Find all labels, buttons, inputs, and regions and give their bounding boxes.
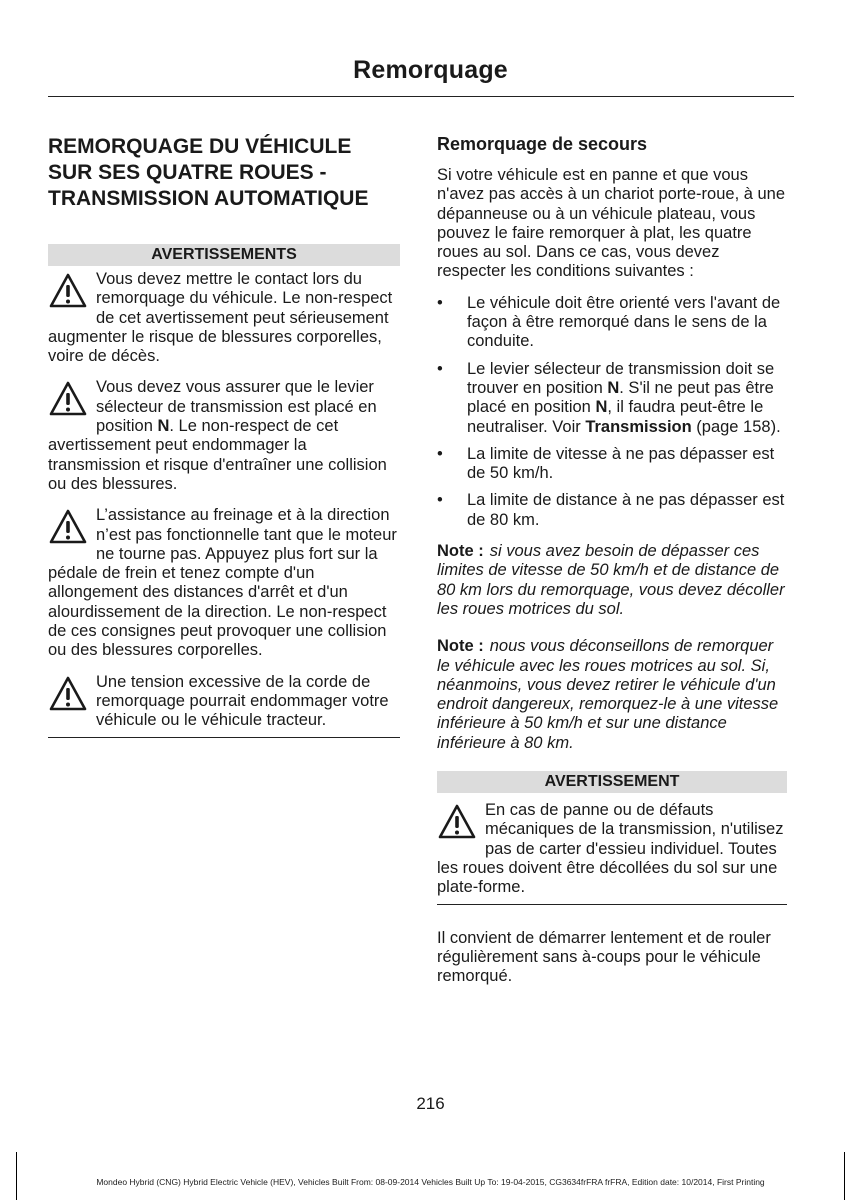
list-item: • La limite de distance à ne pas dépasser est de 80 km. (437, 491, 785, 529)
warning-triangle-icon (48, 380, 88, 418)
title-divider (48, 96, 794, 97)
warning-text: Vous devez mettre le contact lors du remorquage du véhicule. Le non-respect de cet avertissement peut sérieusement augmenter le risque de blessures corporelles, voire de décès. (48, 270, 393, 366)
warning-triangle-icon (48, 508, 88, 546)
warning-ignition (48, 270, 400, 366)
note-speed-distance: Note : si vous avez besoin de dépasser ces limites de vitesse de 50 km/h et de distance de 80 km lors du remorquage, vous devez décoller les roues motrices du sol. (437, 542, 785, 618)
warning-end-rule (437, 904, 787, 905)
section-heading: REMORQUAGE DU VÉHICULE SUR SES QUATRE ROUES - TRANSMISSION AUTOMATIQUE (48, 135, 369, 210)
list-item: • Le levier sélecteur de transmission doit se trouver en position N. S'il ne peut pas être placé en position N, il faudra peut-être le neutraliser. Voir Transmission (page 158). (437, 359, 781, 436)
warning-text: L’assistance au freinage et à la direction n’est pas fonctionnelle tant que le moteur ne tourne pas. Appuyez plus fort sur la pédale de frein et tenez compte d'un allongement des distances d'arrêt et d'un alourdissement de la direction. Le non-respect de ces consignes peut provoquer une collision ou des blessures corporelles. (48, 506, 397, 660)
page-title: Remorquage (353, 56, 508, 84)
warning-triangle-icon (48, 272, 88, 310)
warning-text: Une tension excessive de la corde de remorquage pourrait endommager votre véhicule ou le véhicule tracteur. (96, 672, 389, 730)
crop-mark-left (16, 1152, 17, 1200)
closing-paragraph: Il convient de démarrer lentement et de rouler régulièrement sans à-coups pour le véhicule remorqué. (437, 928, 771, 986)
list-item: • Le véhicule doit être orienté vers l'avant de façon à être remorqué dans le sens de la conduite. (437, 293, 781, 351)
warning-selector-lever (48, 378, 400, 494)
list-item: • La limite de vitesse à ne pas dépasser est de 50 km/h. (437, 444, 775, 483)
left-column (48, 128, 400, 750)
warning-brake-assist (48, 506, 400, 660)
warning-axle-dolly (437, 801, 787, 904)
gear-position: N (157, 417, 170, 436)
warning-text-part: . Le non-respect de cet avertissement peut endommager la transmission et risque d'entraîner une collision ou des blessures. (48, 417, 387, 493)
right-column (437, 128, 787, 986)
warning-triangle-icon (437, 803, 477, 841)
bullet-icon: • (437, 444, 443, 463)
note-label: Note : (437, 637, 484, 656)
warning-text-part: Vous devez vous assurer que le levier sélecteur de transmission est placé en position (96, 378, 377, 436)
footer: Mondeo Hybrid (CNG) Hybrid Electric Vehicle (HEV), Vehicles Built From: 08-09-2014 Vehicles Built Up To: 19-04-2015, CG3634frFRA frFRA, Edition date: 10/2014, First Printing (96, 1177, 765, 1187)
warnings-header: AVERTISSEMENTS (48, 244, 400, 266)
bullet-icon: • (437, 359, 443, 378)
warning-triangle-icon (48, 675, 88, 713)
conditions-list (437, 294, 787, 530)
warning-header: AVERTISSEMENT (437, 771, 787, 793)
page-reference: (page 158). (691, 417, 781, 436)
bullet-icon: • (437, 491, 443, 510)
note-label: Note : (437, 542, 484, 561)
transmission-link[interactable]: Transmission (585, 417, 692, 436)
bullet-icon: • (437, 293, 443, 312)
warning-text: En cas de panne ou de défauts mécaniques de la transmission, n'utilisez pas de carter d'essieu individuel. Toutes les roues doivent être décollées du sol sur une plate-forme. (437, 801, 784, 897)
page-number: 216 (416, 1094, 445, 1113)
intro-paragraph: Si votre véhicule est en panne et que vous n'avez pas accès à un chariot porte-roue, à une dépanneuse ou à un véhicule plateau, vous pouvez le faire remorquer à plat, les quatre roues au sol. Dans ce cas, vous devez respecter les conditions suivantes : (437, 166, 786, 281)
crop-mark-right (844, 1152, 845, 1200)
warning-tow-rope (48, 673, 400, 738)
note-drive-wheels: Note : nous vous déconseillons de remorquer le véhicule avec les roues motrices au sol. Si, néanmoins, vous devez retirer le véhicule d'un endroit dangereux, remorquez-le à une vitesse inférieure à 50 km/h et sur une distance inférieure à 80 km. (437, 637, 779, 752)
subheading: Remorquage de secours (437, 134, 648, 154)
warnings-end-rule (48, 737, 400, 738)
